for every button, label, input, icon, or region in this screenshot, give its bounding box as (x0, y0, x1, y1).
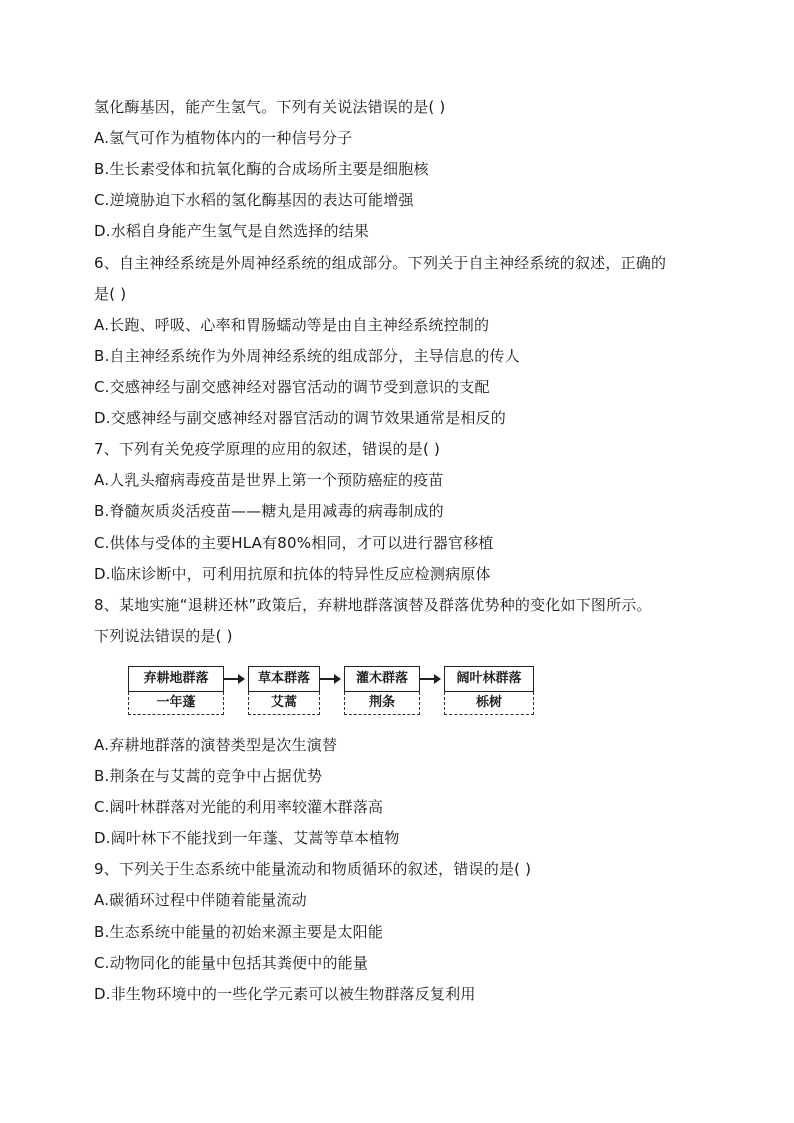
stage-species: 荆条 (344, 692, 420, 715)
question-6-stem-cont: 是( ) (94, 285, 127, 303)
q5-option-c: C.逆境胁迫下水稻的氢化酶基因的表达可能增强 (94, 191, 414, 209)
q9-option-a: A.碳循环过程中伴随着能量流动 (94, 891, 307, 909)
q7-option-b: B.脊髓灰质炎活疫苗——糖丸是用减毒的病毒制成的 (94, 502, 444, 520)
q7-option-c: C.供体与受体的主要HLA有80%相同，才可以进行器官移植 (94, 534, 494, 552)
stage-community: 草本群落 (248, 666, 320, 692)
q8-option-b: B.荆条在与艾蒿的竞争中占据优势 (94, 767, 323, 785)
q9-option-d: D.非生物环境中的一些化学元素可以被生物群落反复利用 (94, 985, 476, 1003)
q7-option-a: A.人乳头瘤病毒疫苗是世界上第一个预防癌症的疫苗 (94, 471, 444, 489)
question-9-stem: 9、下列关于生态系统中能量流动和物质循环的叙述，错误的是( ) (94, 860, 532, 878)
stage-box-1 (128, 666, 224, 716)
q6-option-b: B.自主神经系统作为外周神经系统的组成部分，主导信息的传人 (94, 347, 520, 365)
q6-option-d: D.交感神经与副交感神经对器官活动的调节效果通常是相反的 (94, 409, 506, 427)
question-6-stem: 6、自主神经系统是外周神经系统的组成部分。下列关于自主神经系统的叙述，正确的 (94, 254, 667, 272)
question-5-stem-end: 氢化酶基因，能产生氢气。下列有关说法错误的是( ) (94, 98, 446, 116)
q8-option-d: D.阔叶林下不能找到一年蓬、艾蒿等草本植物 (94, 829, 400, 847)
arrow-1 (224, 678, 244, 680)
q7-option-d: D.临床诊断中，可利用抗原和抗体的特异性反应检测病原体 (94, 565, 491, 583)
stage-species: 栎树 (444, 692, 534, 715)
q5-option-d: D.水稻自身能产生氢气是自然选择的结果 (94, 222, 370, 240)
stage-box-2 (248, 666, 344, 716)
stage-species: 艾蒿 (248, 692, 320, 715)
stage-community: 弃耕地群落 (128, 666, 224, 692)
question-8-stem: 8、某地实施“退耕还林”政策后，弃耕地群落演替及群落优势种的变化如下图所示。 (94, 596, 652, 614)
succession-diagram (128, 666, 538, 718)
stage-species: 一年蓬 (128, 692, 224, 715)
q9-option-c: C.动物同化的能量中包括其粪便中的能量 (94, 954, 369, 972)
q9-option-b: B.生态系统中能量的初始来源主要是太阳能 (94, 923, 384, 941)
stage-community: 阔叶林群落 (444, 666, 534, 692)
q8-option-a: A.弃耕地群落的演替类型是次生演替 (94, 736, 338, 754)
q6-option-c: C.交感神经与副交感神经对器官活动的调节受到意识的支配 (94, 378, 490, 396)
q8-option-c: C.阔叶林群落对光能的利用率较灌木群落高 (94, 798, 384, 816)
q6-option-a: A.长跑、呼吸、心率和胃肠蠕动等是由自主神经系统控制的 (94, 316, 490, 334)
question-8-stem-cont: 下列说法错误的是( ) (94, 627, 233, 645)
question-7-stem: 7、下列有关免疫学原理的应用的叙述，错误的是( ) (94, 440, 441, 458)
q5-option-a: A.氢气可作为植物体内的一种信号分子 (94, 129, 353, 147)
q5-option-b: B.生长素受体和抗氧化酶的合成场所主要是细胞核 (94, 160, 429, 178)
arrow-3 (420, 678, 440, 680)
stage-box-3 (344, 666, 440, 716)
arrow-2 (320, 678, 340, 680)
stage-box-4 (444, 666, 540, 716)
stage-community: 灌木群落 (344, 666, 420, 692)
